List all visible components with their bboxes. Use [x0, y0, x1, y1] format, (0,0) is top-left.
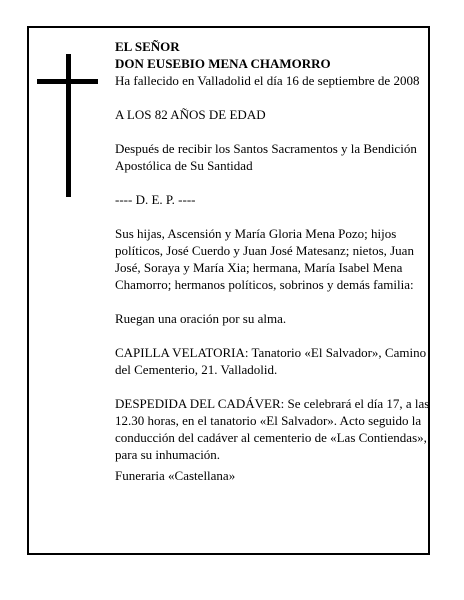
death-announcement: Ha fallecido en Valladolid el día 16 de septiembre de 2008 [115, 73, 420, 88]
wake-chapel-info: CAPILLA VELATORIA: Tanatorio «El Salvador», Camino del Cementerio, 21. Valladolid. [115, 345, 427, 377]
sacraments-line: Después de recibir los Santos Sacramentos y la Bendición Apostólica de Su Santidad [115, 141, 417, 173]
deceased-name: DON EUSEBIO MENA CHAMORRO [115, 56, 331, 71]
obituary-text-block [115, 38, 433, 484]
cross-icon-crossbar [37, 79, 98, 84]
farewell-info: DESPEDIDA DEL CADÁVER: Se celebrará el día 17, a las 12.30 horas, en el tanatorio «El Salvador». Acto seguido la conducción del cadáver al cementerio de «Las Contiendas», para su inhumación. [115, 396, 430, 462]
family-paragraph: Sus hijas, Ascensión y María Gloria Mena Pozo; hijos políticos, José Cuerdo y Juan José Matesanz; nietos, Juan José, Soraya y María Xia; hermana, María Isabel Mena Chamorro; hermanos políticos, sobrinos y demás familia: [115, 226, 414, 292]
rip-line: ---- D. E. P. ---- [115, 192, 196, 207]
cross-icon [66, 54, 71, 197]
prayer-request: Ruegan una oración por su alma. [115, 311, 287, 326]
age-line: A LOS 82 AÑOS DE EDAD [115, 107, 266, 122]
notice-title: EL SEÑOR [115, 39, 180, 54]
funeral-home: Funeraria «Castellana» [115, 468, 236, 483]
